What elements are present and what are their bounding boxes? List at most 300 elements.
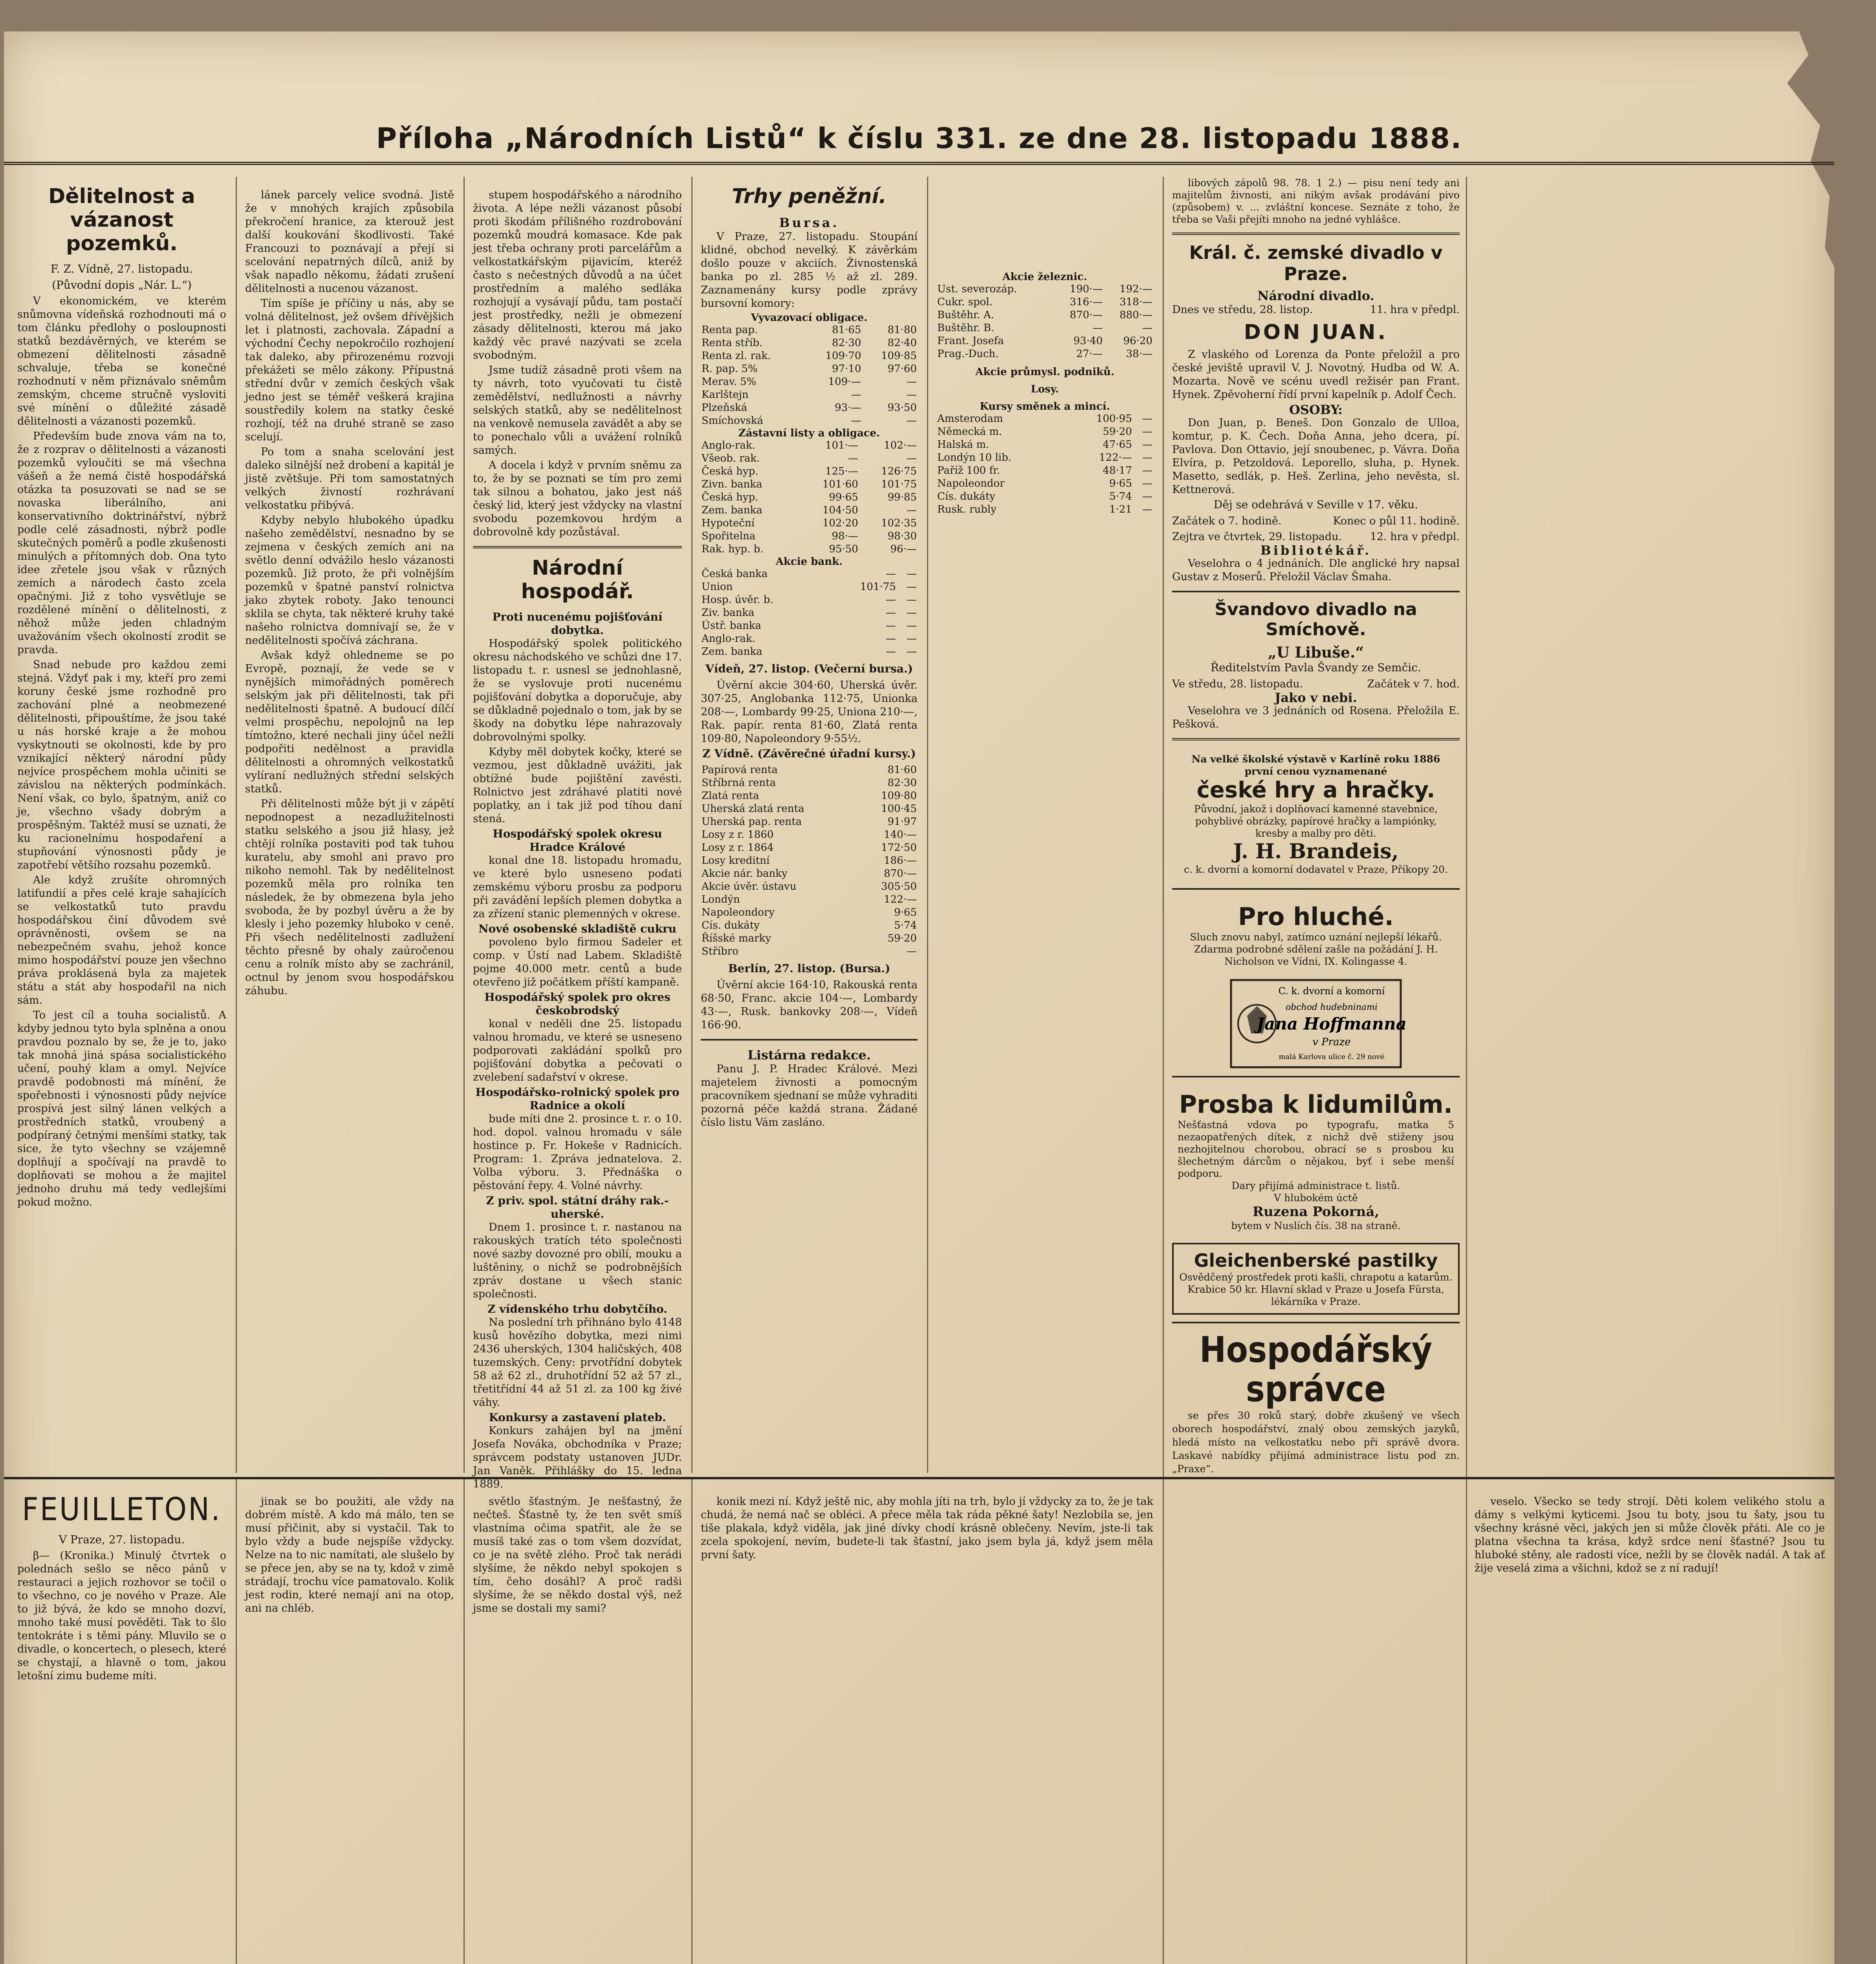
table-cell: Londýn	[702, 894, 740, 905]
feuilleton-col-4	[695, 1495, 1159, 1563]
fragment-text	[1172, 177, 1460, 225]
table-cell: 38·—	[1126, 348, 1152, 360]
table-cell: —	[907, 581, 917, 593]
table-cell: —	[1142, 504, 1152, 515]
section-rule	[1172, 233, 1460, 235]
performance-date: Dnes ve středu, 28. listop.	[1172, 304, 1313, 316]
table-cell: Uherská zlatá renta	[702, 803, 804, 815]
play-title: Jako v nebi.	[1275, 690, 1357, 705]
table-heading: Vyvazovací obligace.	[751, 312, 868, 324]
table-row	[936, 464, 1153, 477]
paragraph: Kdyby nebylo hlubokého úpadku našeho zemědělství, nesnadno by se zejmena v českých zemích ani na světlo denní odvážilo heslo vázanosti pozemků. Již proto, že při volnějším pozemků v špatné panství rolnictva jako zbytek roboty. Jako tenounci sklila se chyta, tak některé kruhy také našeho rolnictva domnívají se, že v nedělitelnosti spočívá záchrana.	[245, 514, 454, 647]
paragraph: Don Juan, p. Beneš. Don Gonzalo de Ulloa, komtur, p. K. Čech. Doňa Anna, jeho dcera, pí. Pavlova. Don Ottavio, její snoubenec, p. Vávra. Doňa Elvíra, p. Petzoldová. Leporello, sluha, p. Hynek. Masetto, sedlák, p. Heš. Zerlina, jeho nevěsta, sl. Kettnerová.	[1172, 417, 1460, 496]
table-cell: Spořitelna	[702, 530, 756, 542]
table-cell: Renta pap.	[702, 324, 758, 336]
table-cell: —	[885, 607, 896, 619]
table-cell: —	[1142, 322, 1152, 334]
paragraph: bude míti dne 2. prosince t. r. o 10. hod. dopol. valnou hromadu v sále hostince p. Fr. Hokeše v Radnicích. Program: 1. Zpráva jednatelova. 2. Volba výboru. 3. Přednáška o pěstování řepy. 4. Volné návrhy.	[473, 1113, 682, 1192]
paragraph: To jest cíl a touha socialistů. A kdyby jednou tyto byla splněna a onou pravdou poznalo by se, že je to, jako tak mnohá jiná spása socialistického učení, pouhý klam a omyl. Nejvíce pravdě podobnosti má mínění, že spořebnosti i výnosnosti půdy nejvíce prospívá jest silný lánen velkých a prostředních statků, vroubený a podpíraný četnými menšími statky, tak sice, že tyto všechny se vzájemně doplňují a spočívají na pravdě to doplňovati se mohou a že majitel jednoho druhu má tedy vedlejšími pokud možno.	[17, 1009, 226, 1208]
advert-note: Dary přijímá administrace t. listů.	[1231, 1180, 1400, 1191]
paragraph: Při dělitelnosti může být ji v zápětí nepodnopest a nezadlužitelnosti statku selského a jsou již hlasy, jež chtějí rolníka postaviti pod tak tuhou kuratelu, aby smohl ani pravo pro nikoho nemohl. Tak by nedělitelnost pozemků měla pro rolníka ten následek, že by obmezena byla jeho svoboda, že by pozbyl úvěru a že by klesly i jeho pozemky hluboko v ceně. Při všech nedělitelnosti zadlužení těchto přesně by ohaly zaúročenou cenu a rolník místo aby se zachránil, octnul by jenom svou hospodářskou záhubu.	[245, 798, 454, 997]
table-cell: Losy kreditní	[702, 855, 770, 867]
table-cell: Halská m.	[937, 439, 989, 451]
table-cell: Union	[702, 581, 733, 593]
table-cell: 27·—	[1076, 348, 1103, 360]
table-cell: Anglo-rak.	[702, 633, 755, 645]
table-cell: Česká hyp.	[702, 491, 758, 503]
table-row	[701, 815, 918, 828]
table-row	[936, 412, 1153, 425]
table-cell: Zivn. banka	[702, 478, 762, 490]
begin-time: Začátek v 7. hod.	[1367, 678, 1460, 690]
section-body	[701, 962, 918, 1032]
table-row	[701, 880, 918, 893]
table-row	[701, 594, 918, 606]
column-rule	[691, 177, 693, 1473]
masthead-title: Příloha „Národních Listů“ k číslu 331. ze dne 28. listopadu 1888.	[376, 122, 1462, 155]
table-cell: —	[907, 633, 917, 645]
paragraph: veselo. Všecko se tedy strojí. Děti kolem velikého stolu a dámy s velkými kyticemi. Jsou tu boty, jsou tu šaty, jsou tu všechny krásné věci, jakých jen si může člověk přáti. Ale co je platna všechna ta krása, když srdce není šťastné? Jsou tu hluboké stěny, ale radosti více, nežli by se člověk nadál. A tak ať žije veselá zima a všichni, kdož se z ní radují!	[1475, 1495, 1825, 1574]
feuilleton-text	[1475, 1495, 1825, 1575]
performance-date: Ve středu, 28. listopadu.	[1172, 678, 1303, 690]
table-row	[701, 478, 918, 491]
bursa-table	[701, 764, 918, 958]
feuilleton-text	[245, 1495, 454, 1615]
performance-number: 11. hra v předpl.	[1370, 304, 1460, 316]
table-cell: 96·20	[1123, 335, 1152, 347]
table-cell: Cís. dukáty	[937, 491, 995, 502]
paragraph: V ekonomickém, ve kterém snůmovna vídeňská rozhodnouti má o tom článku předlohy o posloupnosti statků bezdávěrných, ve kterém se obmezení dělitelnosti zásadně schvaluje, třeba se konečné rozhodnutí v něm přiznávalo sněmům zemským, chceme stručně vysloviti své mínění o důležité zásadě dělitelnosti a vázanosti pozemků.	[17, 295, 226, 427]
table-cell: 96·—	[890, 543, 917, 555]
section-rule	[1172, 1322, 1460, 1323]
table-cell: —	[1142, 478, 1152, 489]
table-cell: Prag.-Duch.	[937, 348, 999, 360]
subheading: Z priv. spol. státní dráhy rak.-uherské.	[486, 1194, 669, 1220]
table-cell: Merav. 5%	[702, 376, 757, 388]
column-4	[695, 177, 923, 1469]
advert-signature-name: Ruzena Pokorná,	[1252, 1204, 1380, 1220]
begin-time: Začátek o 7. hodině.	[1172, 515, 1282, 527]
table-cell: —	[885, 620, 896, 632]
advert-title: Prosba k lidumilům.	[1179, 1090, 1453, 1119]
section-title: Národní hospodář.	[521, 556, 634, 603]
table-cell: 59·20	[887, 933, 917, 944]
paragraph: Dnem 1. prosince t. r. nastanou na rakouských tratích této společnosti nové sazby dovozné pro obilí, mouku a luštěniny, o nichž se podrobnějších zpráv dostane u všech stanic společnosti.	[473, 1221, 682, 1300]
seal-name-text: Jana Hoffmanna	[1257, 1014, 1407, 1033]
section-body	[1172, 661, 1460, 731]
table-row	[701, 945, 918, 958]
table-cell: 95·50	[829, 543, 858, 555]
paragraph: A docela i když v prvním sněmu za to, že by se poznati se tím pro zemi tak silnou a bohatou, jako jest náš český lid, který jest vždycky na vlastní svobodu pozemkovou hrdým a dobrovolně kdy pozůstával.	[473, 459, 682, 538]
table-cell: 101·60	[822, 478, 858, 490]
performance-line	[1172, 303, 1460, 317]
table-row	[701, 491, 918, 504]
table-cell: Cukr. spol.	[937, 296, 993, 308]
table-cell: 81·60	[887, 764, 917, 776]
table-cell: —	[1142, 413, 1152, 425]
table-cell: Ust. severozáp.	[937, 283, 1017, 295]
table-cell: Česká hyp.	[702, 465, 758, 477]
table-cell: 99·65	[829, 491, 858, 503]
table-cell: —	[907, 389, 917, 401]
paragraph: lánek parcely velice svodná. Jistě že v mnohých krajích způsobila překročení hranice, za kterouž jest další koukování škodlivosti. Také Francouzi to poznávají a přejí si scelování nepatrných dílců, aniž by však napadlo někomu, žádati zrušení dělitelnosti a nucenou vázanost.	[245, 189, 454, 295]
seal-city-text: v Praze	[1312, 1036, 1351, 1048]
table-cell: R. pap. 5%	[702, 363, 758, 375]
bursa-table	[936, 412, 1153, 516]
column-rule	[464, 1479, 465, 1964]
table-row	[701, 452, 918, 465]
table-cell: Losy z r. 1860	[702, 829, 774, 841]
hoffmann-seal	[1229, 978, 1407, 1069]
advert-signature-address: bytem v Nuslích čís. 38 na straně.	[1231, 1220, 1401, 1231]
paragraph: β— (Kronika.) Minulý čtvrtek o polednách sešlo se něco pánů v restauraci a jejich rozhovor se točil o to všechno, co je nového v Praze. Ale to již bývá, že kdo se mnoho dozví, mnoho také musí pověděti. Tak to šlo tentokráte i s těmi pány. Mluvilo se o divadle, o koncertech, o plesech, které se chystají, a hlavně o tom, jakou letošní zimu budeme míti.	[17, 1550, 226, 1682]
table-cell: Napoleondory	[702, 907, 775, 918]
table-cell: —	[907, 453, 917, 464]
table-cell: Napoleondor	[937, 478, 1005, 489]
table-cell: 82·30	[887, 777, 917, 789]
table-cell: 81·80	[887, 324, 917, 336]
bursa-table	[701, 439, 918, 556]
column-rule	[927, 177, 928, 1473]
table-cell: 305·50	[881, 881, 917, 892]
paragraph: Po tom a snaha scelování jest daleko silnější než drobení a kapitál je jistě zvětšuje. Při tom samostatných velkých živností rozhrávaní velkostatku přibývá.	[245, 446, 454, 511]
table-cell: —	[1142, 491, 1152, 502]
table-cell: Hypoteční	[702, 517, 755, 529]
table-cell: Anglo-rak.	[702, 440, 755, 451]
place-note: Děj se odehrává v Seville v 17. věku.	[1213, 498, 1418, 511]
advert-plea	[1172, 1085, 1460, 1237]
performance-date: Zejtra ve čtvrtek, 29. listopadu.	[1172, 531, 1342, 543]
paragraph: Avšak když ohledneme se po Evropě, poznají, že vede se v nynějších mimořádných poměrech selským jak při dělitelnosti, tak při nedělitelnosti špatně. A budoucí dílčí velmi prospěchu, nepolojnů na lep tímtožno, které nechali jiny účel nežli podpořiti nedělnost a pravidla dělitelnosti a ohromných velkostatků vylíraní nedlužných střední selských statků.	[245, 649, 454, 795]
table-cell: 318·—	[1119, 296, 1152, 308]
table-cell: 59·20	[1103, 426, 1132, 438]
table-row	[936, 309, 1153, 322]
table-row	[701, 414, 918, 427]
table-cell: 100·95	[1096, 413, 1132, 425]
table-cell: 140·—	[884, 829, 917, 841]
table-cell: Všeob. rak.	[702, 453, 760, 464]
dateline: Berlín, 27. listop. (Bursa.)	[728, 962, 890, 975]
table-cell: 102·20	[822, 517, 858, 529]
table-row	[701, 350, 918, 363]
table-row	[701, 867, 918, 880]
advert-pastilles	[1172, 1243, 1460, 1315]
table-row	[701, 504, 918, 517]
table-cell: 99·85	[887, 491, 917, 503]
paragraph: Veselohra ve 3 jednáních od Rosena. Přeložila E. Pešková.	[1172, 705, 1460, 730]
table-cell: —	[907, 646, 917, 658]
table-row	[936, 283, 1153, 296]
table-cell: 5·74	[1109, 491, 1132, 502]
table-heading: Losy.	[1031, 383, 1059, 395]
table-heading: Akcie bank.	[775, 556, 843, 568]
table-cell: 104·50	[822, 504, 858, 516]
table-cell: Říšské marky	[702, 933, 771, 944]
table-cell: 109·70	[825, 350, 861, 362]
advert-firm: J. H. Brandeis,	[1233, 839, 1399, 863]
advert-desc: Osvědčený prostředek proti kašli, chrapotu a katarům. Krabice 50 kr. Hlavní sklad v Praze u Josefa Fürsta, lékárníka v Praze.	[1179, 1271, 1453, 1307]
table-row	[936, 296, 1153, 309]
section-body	[1172, 348, 1460, 584]
bursa-table	[701, 324, 918, 427]
opera-title: DON JUAN.	[1244, 321, 1388, 344]
table-row	[701, 854, 918, 867]
subheading: Bursa.	[779, 215, 839, 230]
column-6	[1167, 177, 1465, 1964]
table-row	[701, 841, 918, 854]
table-cell: —	[907, 607, 917, 619]
advert-title: Pro hluché.	[1238, 902, 1394, 931]
column-rule	[691, 1479, 693, 1964]
table-row	[701, 568, 918, 581]
table-cell: Renta zl. rak.	[702, 350, 771, 362]
table-cell: Rak. hyp. b.	[702, 543, 764, 555]
table-cell: 9·65	[1109, 478, 1132, 489]
feuilleton-col-1	[12, 1479, 232, 1684]
table-cell: Renta stříb.	[702, 337, 763, 349]
column-5	[931, 177, 1159, 1469]
feuilleton-col-3	[467, 1495, 687, 1617]
advert-toys	[1172, 747, 1460, 881]
section-rule	[473, 546, 682, 548]
table-cell: Cís. dukáty	[702, 920, 760, 931]
table-cell: —	[851, 389, 861, 401]
theater-subtitle: „U Libuše.“	[1268, 643, 1364, 661]
table-cell: 81·65	[832, 324, 861, 336]
table-row	[701, 401, 918, 414]
table-cell: —	[851, 415, 861, 427]
paragraph: Kdyby měl dobytek kočky, které se vezmou, jest důkladně uvážiti, jak obtížné bude pojištění zavésti. Rolnictvo jest zdráhavé platiti nové poplatky, an i tak již pod tíhou daní stená.	[473, 746, 682, 825]
seal-top-text: C. k. dvorní a komorní	[1278, 986, 1385, 997]
article-body	[473, 189, 682, 539]
column-rule	[236, 177, 237, 1473]
advert-title: Hospodářský správce	[1199, 1329, 1433, 1410]
subheading: Hospodářský spolek pro okres českobrodský	[484, 991, 671, 1017]
paragraph: konal v neděli dne 25. listopadu valnou hromadu, ve které se usneseno podporovati zakládání spolků pro pojišťování dobytka a pečovati o zvelebení sadařství v okrese.	[473, 1018, 682, 1083]
table-row	[701, 764, 918, 777]
table-row	[701, 388, 918, 401]
feuilleton-text	[701, 1495, 1153, 1562]
table-row	[701, 439, 918, 452]
table-row	[701, 363, 918, 376]
table-heading: Akcie průmysl. podniků.	[975, 366, 1114, 378]
section-body	[701, 1063, 918, 1129]
table-row	[936, 451, 1153, 464]
dateline: V Praze, 27. listopadu.	[59, 1533, 185, 1546]
paragraph: Veselohra o 4 jednáních. Dle anglické hry napsal Gustav z Moserů. Přeložil Václav Šmaha.	[1172, 557, 1460, 583]
table-cell: Stříbro	[702, 945, 738, 957]
subheading: Hospodářský spolek okresu Hradce Králové	[493, 827, 662, 854]
table-cell: 48·17	[1103, 465, 1132, 476]
table-cell: Smíchovská	[702, 415, 764, 427]
table-row	[936, 490, 1153, 503]
table-cell: 101·75	[860, 581, 896, 593]
table-cell: 98·—	[832, 530, 858, 542]
paragraph: V Praze, 27. listopadu. Stoupání klidné, obchod nevelký. K závěrkám došlo pouze v akciích. Živnostenská banka po zl. 285 ½ až zl. 289. Zaznamenány kursy podle zprávy bursovní komory:	[701, 231, 918, 310]
table-cell: 101·—	[825, 440, 858, 451]
table-cell: —	[885, 568, 896, 580]
table-row	[936, 425, 1153, 438]
column-rule	[464, 177, 465, 1473]
table-cell: Německá m.	[937, 426, 1002, 438]
table-cell: —	[848, 453, 858, 464]
table-cell: Papírová renta	[702, 764, 778, 776]
table-cell: 316·—	[1070, 296, 1103, 308]
article-body	[245, 189, 454, 998]
table-row	[701, 376, 918, 388]
table-cell: Buštěhr. A.	[937, 309, 994, 321]
table-cell: —	[1142, 439, 1152, 451]
column-3	[467, 177, 687, 1490]
table-row	[936, 477, 1153, 490]
section-rule	[701, 1039, 918, 1041]
table-cell: Ústř. banka	[702, 620, 761, 632]
advert-head: Na velké školské výstavě v Karlíně roku 1886 první cenou vyznamenané	[1191, 753, 1440, 777]
table-cell: —	[907, 568, 917, 580]
advert-deaf	[1172, 897, 1460, 973]
paragraph: Úvěrní akcie 164·10, Rakouská renta 68·50, Franc. akcie 104·—, Lombardy 43·—, Rusk. bankovky 208·—, Vídeň 166·90.	[701, 979, 918, 1031]
subheading: OSOBY:	[1289, 402, 1343, 417]
table-cell: —	[1092, 322, 1103, 334]
paragraph: Konkurs zahájen byl na jmění Josefa Nováka, obchodníka v Praze; správcem podstaty ustanoven JUDr. Jan Vaněk. Přihlášky do 15. ledna 1889.	[473, 1425, 682, 1490]
table-row	[701, 606, 918, 619]
table-cell: 109·85	[881, 350, 917, 362]
masthead	[4, 106, 1834, 165]
advert-desc: Původní, jakož i doplňovací kamenné stavebnice, pohyblivé obrázky, papírové hračky a lampiónky, kresby a malby pro děti.	[1194, 803, 1438, 839]
table-cell: —	[885, 633, 896, 645]
table-row	[701, 517, 918, 530]
table-cell: Amsterodam	[937, 413, 1003, 425]
table-cell: 126·75	[881, 465, 917, 477]
table-cell: Uherská pap. renta	[702, 816, 802, 828]
section-title: Trhy peněžní.	[731, 185, 887, 208]
article-body	[17, 295, 226, 1209]
paragraph: povoleno bylo firmou Sadeler et comp. v Ústí nad Labem. Skladiště pojme 40.000 metr. centů a bude otevřeno již počátkem příští kampaně.	[473, 936, 682, 988]
table-cell: Losy z r. 1864	[702, 842, 774, 854]
article-title: Dělitelnost a vázanost pozemků.	[48, 185, 195, 255]
feuilleton-col-5	[1469, 1477, 1830, 1577]
table-cell: Plzeňská	[702, 402, 747, 414]
subline: (Původní dopis „Nár. L.“)	[52, 278, 192, 291]
table-heading: Akcie železnic.	[1002, 271, 1087, 283]
table-cell: 102·35	[881, 517, 917, 529]
table-row	[701, 619, 918, 632]
paragraph: Panu J. P. Hradec Králové. Mezi majetelem živnosti a pomocným pracovníkem sjednaní se může vyhraditi pozorná péče každá strana. Žádané číslo listu Vám zasláno.	[701, 1063, 918, 1129]
table-cell: 109·80	[881, 790, 917, 802]
subheading: Konkursy a zastavení plateb.	[489, 1411, 666, 1424]
table-heading: Zástavní listy a obligace.	[738, 427, 880, 439]
advert-signature: V hlubokém úctě	[1274, 1192, 1358, 1204]
table-cell: 5·74	[894, 920, 917, 931]
table-cell: 82·30	[832, 337, 861, 349]
paragraph: Úvěrní akcie 304·60, Uherská úvěr. 307·25, Anglobanka 112·75, Unionka 208·—, Lombardy 99·25, Uniona 210·—, Rak. papír. renta 81·60, Zlatá renta 109·80, Napoleondory 9·55½.	[701, 679, 918, 745]
table-cell: Ziv. banka	[702, 607, 755, 619]
table-cell: —	[907, 945, 917, 957]
table-cell: 97·10	[832, 363, 861, 375]
bursa-lead	[701, 230, 918, 310]
newspaper-page	[4, 31, 1834, 1964]
table-cell: —	[1142, 465, 1152, 476]
table-row	[701, 777, 918, 790]
theater-title: Švandovo divadlo na Smíchově.	[1215, 599, 1417, 639]
table-cell: 122·—	[1099, 452, 1132, 464]
table-cell: 870·—	[884, 868, 917, 879]
table-cell: Frant. Josefa	[937, 335, 1004, 347]
section-body	[473, 610, 682, 1491]
subheading: Hospodářsko-rolnický spolek pro Radnice a okolí	[475, 1086, 680, 1112]
section-rule	[1172, 591, 1460, 592]
paragraph: se přes 30 roků starý, dobře zkušený ve všech oborech hospodářství, znalý obou zemských jazyků, hledá místo na velkostatku nebo při správě dvora. Laskavé nabídky přijímá administrace listu pod zn. „Praxe“.	[1172, 1410, 1460, 1475]
table-cell: 9·65	[894, 907, 917, 918]
table-cell: —	[885, 594, 896, 606]
subheading: Nové osobenské skladiště cukru	[478, 922, 677, 935]
column-1	[12, 177, 232, 1469]
table-row	[701, 581, 918, 594]
subheading: Listárna redakce.	[747, 1048, 871, 1063]
subheading: Z vídenského trhu dobytčího.	[487, 1303, 667, 1315]
paragraph: Tím spíše je příčiny u nás, aby se volná dělitelnost, jež ovšem dřívějšich let i platnosti, zachovala. Západní a východní Čechy nepokročilo rozhojení tak daleko, aby přirozenému rozvoji překážeti se mělo zákony. Přípustná střední dvůr v zemích českých však jedno jest se téměř veškerá krajina soustředily kolem na statky české rozhojí, též na druhé straně se zaso scelují.	[245, 297, 454, 443]
performance-line	[1172, 530, 1460, 544]
paragraph: Hospodářský spolek politického okresu náchodského ve schůzi dne 17. listopadu t. r. usnesl se jednohlasně, že se vyslovuje proti nucenému pojišťování dobytka a doporučuje, aby se důkladně pojednalo o tom, jak by se škody na dobytku lépe nahrazovaly dobrovolnými spolky.	[473, 638, 682, 743]
table-cell: 47·65	[1103, 439, 1132, 451]
paragraph: Především bude znova vám na to, že z rozprav o dělitelnosti a vázanosti pozemků vyloučiti se má všechna vášeň a že nemá čistě hospodářská otázka ta posuzovati se nad se se novaska liberálního, ani konservativního doktrinářství, nýbrž podle celé zásadnosti, nýbrž podle skutečných poměrů a podle zkušenosti minulých a přítomných dob. Ona tyto idee zřetele jsou však v různých zemích a národech často zcela opačnými. Již z toho vysvětluje se rozdělené mínění o dělitelnosti, z něhož může jeden chladným uvažováním všech okolností zrodit se pravda.	[17, 430, 226, 656]
time-line	[1172, 515, 1460, 528]
table-row	[936, 348, 1153, 361]
paragraph: konal dne 18. listopadu hromadu, ve které bylo usneseno podati zemskému výboru prosbu za podporu při zavádění lepších plemen dobytka a za zřízení stanic plemenných v okrese.	[473, 854, 682, 920]
paragraph: libových zápolů 98. 78. 1 2.) — pisu není tedy ani majitelům živnosti, ani nikým avšak prodávání pivo (způsobem) v. ... zvláštní koncese. Seznáte z toho, že třeba se Vaši přejíti mnoho na jedné vyhlášce.	[1172, 177, 1460, 225]
table-cell: Akcie úvěr. ústavu	[702, 881, 797, 892]
table-row	[936, 438, 1153, 451]
paragraph: Na poslední trh přihnáno bylo 4148 kusů hovězího dobytka, mezi nimi 2436 uherských, 1304 haličských, 408 tuzemských. Ceny: prvotřídní dobytek 58 až 62 zl., druhotřídní 52 až 57 zl., třetitřídní 44 až 51 zl. za 100 kg živé váhy.	[473, 1316, 682, 1409]
feuilleton-text	[17, 1549, 226, 1683]
table-row	[701, 919, 918, 932]
table-cell: 98·30	[887, 530, 917, 542]
paragraph: Jsme tudíž zásadně proti všem na ty návrh, toto vyučovati tu čistě zemědělství, nedlužnosti a návrhy selských statků, aby se nedělitelnost na venkově nemusela zavádět a aby se to ponechalo vůli a uvážení rolníků samých.	[473, 364, 682, 456]
column-rule	[236, 1479, 237, 1964]
table-cell: 186·—	[884, 855, 917, 867]
feuilleton-text	[473, 1495, 682, 1615]
table-cell: Paříž 100 fr.	[937, 465, 1000, 476]
table-row	[701, 802, 918, 815]
seal-address-text: malá Karlova ulice č. 29 nové	[1279, 1053, 1385, 1061]
advert-desc	[1172, 1409, 1460, 1476]
theater-subtitle: Národní divadlo.	[1257, 288, 1374, 303]
table-cell: 102·—	[884, 440, 917, 451]
advert-title: české hry a hračky.	[1196, 777, 1435, 803]
column-rule	[1163, 177, 1164, 1964]
section-rule	[1172, 738, 1460, 740]
feuilleton-col-2	[240, 1495, 460, 1617]
subheading: Proti nucenému pojišťování dobytka.	[492, 610, 663, 637]
section-rule	[1172, 1076, 1460, 1077]
bursa-table	[701, 568, 918, 658]
column-2	[240, 177, 460, 1469]
table-row	[701, 893, 918, 906]
seal-sub-text: obchod hudebninami	[1285, 1002, 1378, 1012]
table-cell: 880·—	[1119, 309, 1152, 321]
section-rule	[1172, 888, 1460, 890]
table-cell: 93·40	[1073, 335, 1103, 347]
spacer	[936, 177, 1153, 271]
paragraph: Snad nebude pro každou zemi stejná. Vždyť pak i my, kteří pro zemi koruny české jsme rozhodně pro zachování plné a neobmezené dělitelnosti, připouštíme, že jsou také u nás horské kraje a že mohou vyskytnouti se okolnosti, kde by pro vznikající některý národní půdy nejvíce prospěchem mohla učiniti se závislou na některých podmínkách. Není však, co bylo, špatným, aniž co je, všechno všady dobrým a prospěšným. Taktéž musí se uznati, že ku racionelnímu hospodaření a stupňování výnosnosti půdy je zapotřebí většího rozsahu pozemků.	[17, 659, 226, 871]
table-row	[936, 322, 1153, 335]
table-cell: Akcie nár. banky	[702, 868, 788, 879]
advert-address: c. k. dvorní a komorní dodavatel v Praze, Příkopy 20.	[1183, 864, 1448, 875]
advert-desc: Sluch znovu nabyl, zatímco uznání nejlepší lékařů. Zdarma podrobné sdělení zašle na požádání J. H. Nicholson ve Vídni, IX. Kolingasse 4.	[1190, 931, 1442, 967]
table-cell: 100·45	[881, 803, 917, 815]
table-cell: 870·—	[1070, 309, 1103, 321]
table-cell: 109·—	[828, 376, 861, 388]
